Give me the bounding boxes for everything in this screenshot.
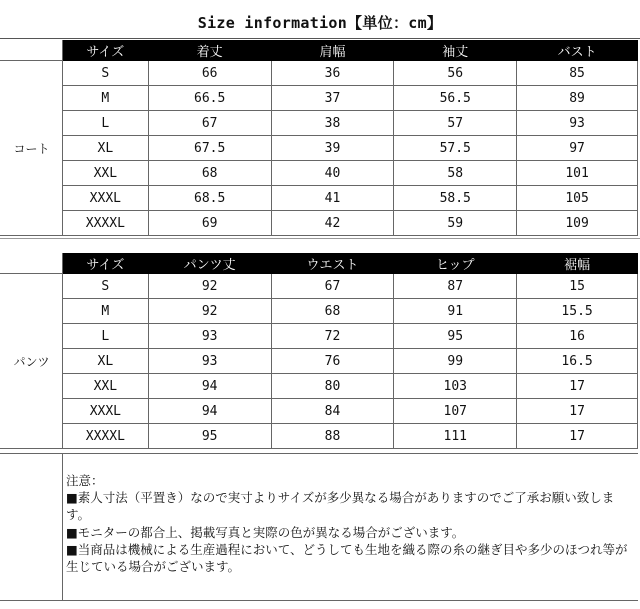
measurement-cell: 109 xyxy=(517,211,638,236)
coat-header-row xyxy=(1,41,638,61)
size-label-cell: S xyxy=(62,61,148,86)
measurement-cell: 89 xyxy=(517,86,638,111)
measurement-cell: 15.5 xyxy=(517,299,638,324)
measurement-cell: 38 xyxy=(271,111,394,136)
measurement-cell: 76 xyxy=(271,349,394,374)
column-header: パンツ丈 xyxy=(148,254,271,274)
measurement-cell: 85 xyxy=(517,61,638,86)
notes-line: ■素人寸法（平置き）なので実寸よりサイズが多少異なる場合がありますのでご了承お願い致します。 xyxy=(66,490,615,523)
section-divider xyxy=(0,238,640,239)
measurement-cell: 67.5 xyxy=(148,136,271,161)
measurement-cell: 91 xyxy=(394,299,517,324)
measurement-cell: 101 xyxy=(517,161,638,186)
size-label-cell: XL xyxy=(62,136,148,161)
size-label-cell: L xyxy=(62,324,148,349)
measurement-cell: 103 xyxy=(394,374,517,399)
measurement-cell: 40 xyxy=(271,161,394,186)
size-label-cell: M xyxy=(62,299,148,324)
table-row xyxy=(1,299,638,324)
notes-body xyxy=(66,472,634,575)
measurement-cell: 68 xyxy=(148,161,271,186)
measurement-cell: 17 xyxy=(517,399,638,424)
measurement-cell: 66 xyxy=(148,61,271,86)
column-header: サイズ xyxy=(62,254,148,274)
measurement-cell: 67 xyxy=(148,111,271,136)
notes-section xyxy=(0,453,638,601)
size-label-cell: XXXL xyxy=(62,186,148,211)
measurement-cell: 97 xyxy=(517,136,638,161)
measurement-cell: 15 xyxy=(517,274,638,299)
table-row xyxy=(1,61,638,86)
category-label: コート xyxy=(1,61,63,236)
measurement-cell: 58 xyxy=(394,161,517,186)
pants-size-table xyxy=(0,253,638,449)
column-header: サイズ xyxy=(62,41,148,61)
measurement-cell: 87 xyxy=(394,274,517,299)
measurement-cell: 36 xyxy=(271,61,394,86)
measurement-cell: 37 xyxy=(271,86,394,111)
pants-header-row xyxy=(1,254,638,274)
size-label-cell: M xyxy=(62,86,148,111)
page-title: Size information【単位：cm】 xyxy=(0,6,640,39)
column-header: ヒップ xyxy=(394,254,517,274)
measurement-cell: 95 xyxy=(148,424,271,449)
measurement-cell: 57 xyxy=(394,111,517,136)
size-label-cell: L xyxy=(62,111,148,136)
measurement-cell: 111 xyxy=(394,424,517,449)
table-row xyxy=(1,349,638,374)
measurement-cell: 88 xyxy=(271,424,394,449)
column-header: 着丈 xyxy=(148,41,271,61)
measurement-cell: 92 xyxy=(148,274,271,299)
size-label-cell: XXL xyxy=(62,374,148,399)
notes-line: ■当商品は機械による生産過程において、どうしても生地を織る際の糸の継ぎ目や多少のほつれ等が生じている場合がございます。 xyxy=(66,541,628,575)
column-header: ウエスト xyxy=(271,254,394,274)
notes-heading: 注意： xyxy=(66,473,104,488)
measurement-cell: 57.5 xyxy=(394,136,517,161)
header-blank-cell xyxy=(1,254,63,274)
table-row xyxy=(1,211,638,236)
measurement-cell: 68 xyxy=(271,299,394,324)
column-header: バスト xyxy=(517,41,638,61)
size-label-cell: S xyxy=(62,274,148,299)
table-row xyxy=(1,274,638,299)
measurement-cell: 84 xyxy=(271,399,394,424)
measurement-cell: 94 xyxy=(148,374,271,399)
size-label-cell: XL xyxy=(62,349,148,374)
coat-size-table xyxy=(0,40,638,236)
measurement-cell: 16 xyxy=(517,324,638,349)
table-row xyxy=(1,111,638,136)
measurement-cell: 41 xyxy=(271,186,394,211)
measurement-cell: 39 xyxy=(271,136,394,161)
measurement-cell: 93 xyxy=(148,349,271,374)
size-label-cell: XXXXL xyxy=(62,211,148,236)
measurement-cell: 67 xyxy=(271,274,394,299)
measurement-cell: 72 xyxy=(271,324,394,349)
column-header: 袖丈 xyxy=(394,41,517,61)
measurement-cell: 69 xyxy=(148,211,271,236)
measurement-cell: 17 xyxy=(517,424,638,449)
measurement-cell: 59 xyxy=(394,211,517,236)
measurement-cell: 93 xyxy=(517,111,638,136)
table-row xyxy=(1,161,638,186)
measurement-cell: 94 xyxy=(148,399,271,424)
notes-left-cell xyxy=(0,454,63,600)
measurement-cell: 93 xyxy=(148,324,271,349)
measurement-cell: 68.5 xyxy=(148,186,271,211)
measurement-cell: 92 xyxy=(148,299,271,324)
size-label-cell: XXXL xyxy=(62,399,148,424)
measurement-cell: 56 xyxy=(394,61,517,86)
table-row xyxy=(1,399,638,424)
column-header: 肩幅 xyxy=(271,41,394,61)
measurement-cell: 105 xyxy=(517,186,638,211)
category-label: パンツ xyxy=(1,274,63,449)
header-blank-cell xyxy=(1,41,63,61)
measurement-cell: 80 xyxy=(271,374,394,399)
table-row xyxy=(1,186,638,211)
measurement-cell: 16.5 xyxy=(517,349,638,374)
table-row xyxy=(1,424,638,449)
measurement-cell: 17 xyxy=(517,374,638,399)
measurement-cell: 58.5 xyxy=(394,186,517,211)
table-row xyxy=(1,86,638,111)
column-header: 裾幅 xyxy=(517,254,638,274)
measurement-cell: 95 xyxy=(394,324,517,349)
table-row xyxy=(1,324,638,349)
table-row xyxy=(1,374,638,399)
measurement-cell: 42 xyxy=(271,211,394,236)
measurement-cell: 107 xyxy=(394,399,517,424)
table-row xyxy=(1,136,638,161)
size-label-cell: XXL xyxy=(62,161,148,186)
notes-line: ■モニターの都合上、掲載写真と実際の色が異なる場合がございます。 xyxy=(66,524,465,540)
measurement-cell: 66.5 xyxy=(148,86,271,111)
measurement-cell: 99 xyxy=(394,349,517,374)
measurement-cell: 56.5 xyxy=(394,86,517,111)
size-label-cell: XXXXL xyxy=(62,424,148,449)
